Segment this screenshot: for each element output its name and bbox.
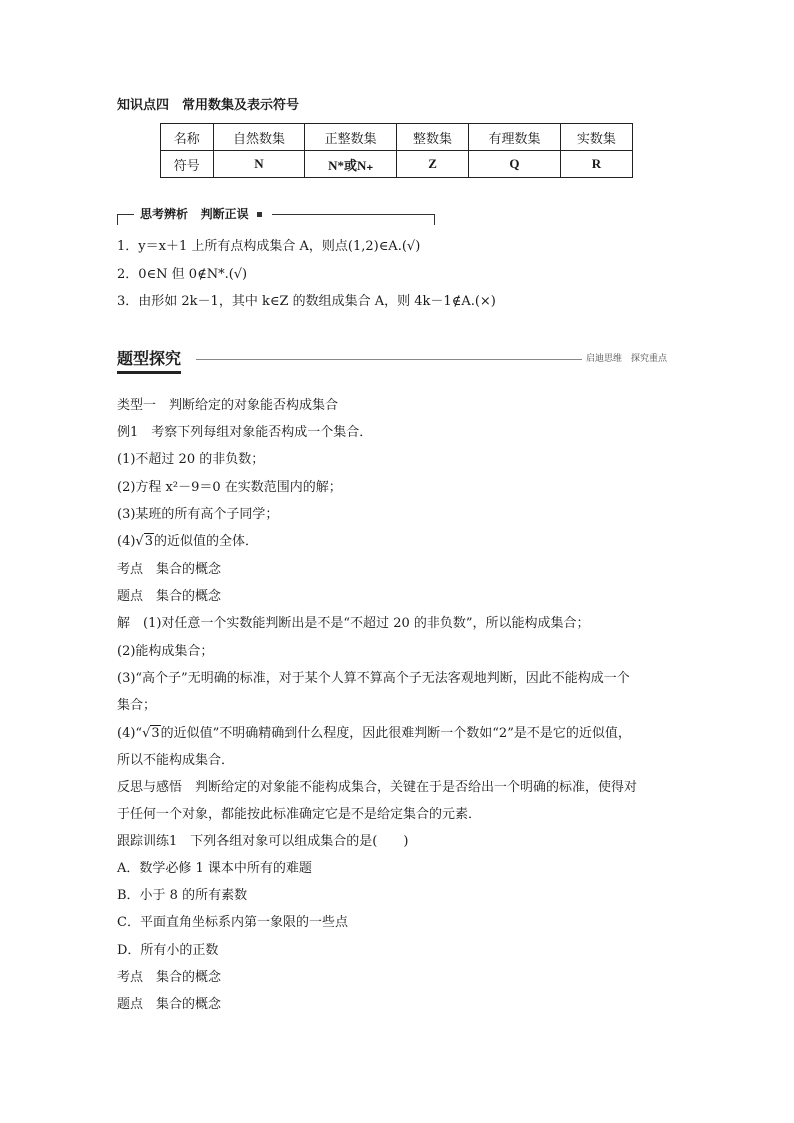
kaodian-1: 考点 集合的概念 bbox=[117, 562, 222, 577]
think-label-a: 思考辨析 bbox=[140, 207, 189, 221]
table-cell: 自然数集 bbox=[213, 124, 305, 151]
question-2: (2)方程 x²－9＝0 在实数范围内的解； bbox=[117, 480, 342, 495]
example-1: 例1 考察下列每组对象能否构成一个集合． bbox=[117, 425, 373, 440]
table-cell: Z bbox=[396, 151, 468, 178]
solution-3b: 集合； bbox=[117, 698, 157, 713]
section-rule bbox=[196, 359, 582, 360]
question-3: (3)某班的所有高个子同学； bbox=[117, 507, 279, 522]
option-b: B．小于 8 的所有素数 bbox=[117, 888, 248, 903]
table-row bbox=[161, 124, 633, 151]
q4-prefix: (4) bbox=[117, 534, 136, 549]
q4-suffix: 的近似值的全体． bbox=[154, 534, 259, 549]
reflection-b: 于任何一个对象，都能按此标准确定它是不是给定集合的元素． bbox=[117, 807, 482, 822]
question-1: (1)不超过 20 的非负数； bbox=[117, 452, 265, 467]
table-row bbox=[161, 151, 633, 178]
type-heading: 类型一 判断给定的对象能否构成集合 bbox=[117, 398, 339, 413]
think-label bbox=[134, 205, 272, 223]
table-cell: N bbox=[213, 151, 305, 178]
option-a: A．数学必修 1 课本中所有的难题 bbox=[117, 861, 312, 876]
option-d: D．所有小的正数 bbox=[117, 943, 219, 958]
table-cell: 实数集 bbox=[560, 124, 632, 151]
knowledge-heading: 知识点四 常用数集及表示符号 bbox=[117, 98, 300, 113]
table-cell: 正整数集 bbox=[305, 124, 397, 151]
section-title: 题型探究 bbox=[117, 348, 181, 374]
table-cell: N*或N₊ bbox=[305, 151, 397, 178]
table-cell: 整数集 bbox=[396, 124, 468, 151]
table-cell: 有理数集 bbox=[469, 124, 561, 151]
trace-question: 跟踪训练1 下列各组对象可以组成集合的是( ) bbox=[117, 834, 409, 849]
tidian-1: 题点 集合的概念 bbox=[117, 589, 222, 604]
option-c: C．平面直角坐标系内第一象限的一些点 bbox=[117, 915, 348, 930]
question-4 bbox=[117, 533, 258, 551]
think-label-b: 判断正误 bbox=[200, 207, 249, 221]
number-set-table bbox=[160, 123, 633, 178]
solution-3a: (3)“高个子”无明确的标准，对于某个人算不算高个子无法客观地判断，因此不能构成一个 bbox=[117, 671, 630, 686]
sqrt-radicand: 3 bbox=[144, 534, 153, 549]
tidian-2: 题点 集合的概念 bbox=[117, 997, 222, 1012]
square-bullet-icon bbox=[257, 212, 262, 217]
kaodian-2: 考点 集合的概念 bbox=[117, 970, 222, 985]
sqrt-sign: √ bbox=[142, 726, 151, 741]
sqrt-sign: √ bbox=[135, 534, 144, 549]
solution-4b: 所以不能构成集合． bbox=[117, 753, 235, 768]
solution-2: (2)能构成集合； bbox=[117, 644, 214, 659]
sol4-prefix: (4)“ bbox=[117, 726, 143, 741]
sqrt-radicand: 3 bbox=[151, 726, 160, 741]
table-cell: R bbox=[560, 151, 632, 178]
think-item-3: 3．由形如 2k－1，其中 k∈Z 的数组成集合 A，则 4k－1∉A.(×) bbox=[117, 294, 496, 309]
reflection-a: 反思与感悟 判断给定的对象能不能构成集合，关键在于是否给出一个明确的标准，使得对 bbox=[117, 780, 638, 795]
think-item-1: 1．y＝x＋1 上所有点构成集合 A，则点(1,2)∈A.(√) bbox=[117, 239, 421, 254]
section-subtitle: 启迪思维 探究重点 bbox=[586, 354, 668, 364]
table-cell: 名称 bbox=[161, 124, 214, 151]
sol4-suffix: 的近似值”不明确精确到什么程度，因此很难判断一个数如“2”是不是它的近似值， bbox=[160, 726, 631, 741]
solution-4 bbox=[117, 725, 631, 743]
think-item-2: 2．0∈N 但 0∉N*.(√) bbox=[117, 267, 248, 282]
table-cell: Q bbox=[469, 151, 561, 178]
table-cell: 符号 bbox=[161, 151, 214, 178]
solution-1: 解 (1)对任意一个实数能判断出是不是“不超过 20 的非负数”，所以能构成集合； bbox=[117, 616, 590, 631]
